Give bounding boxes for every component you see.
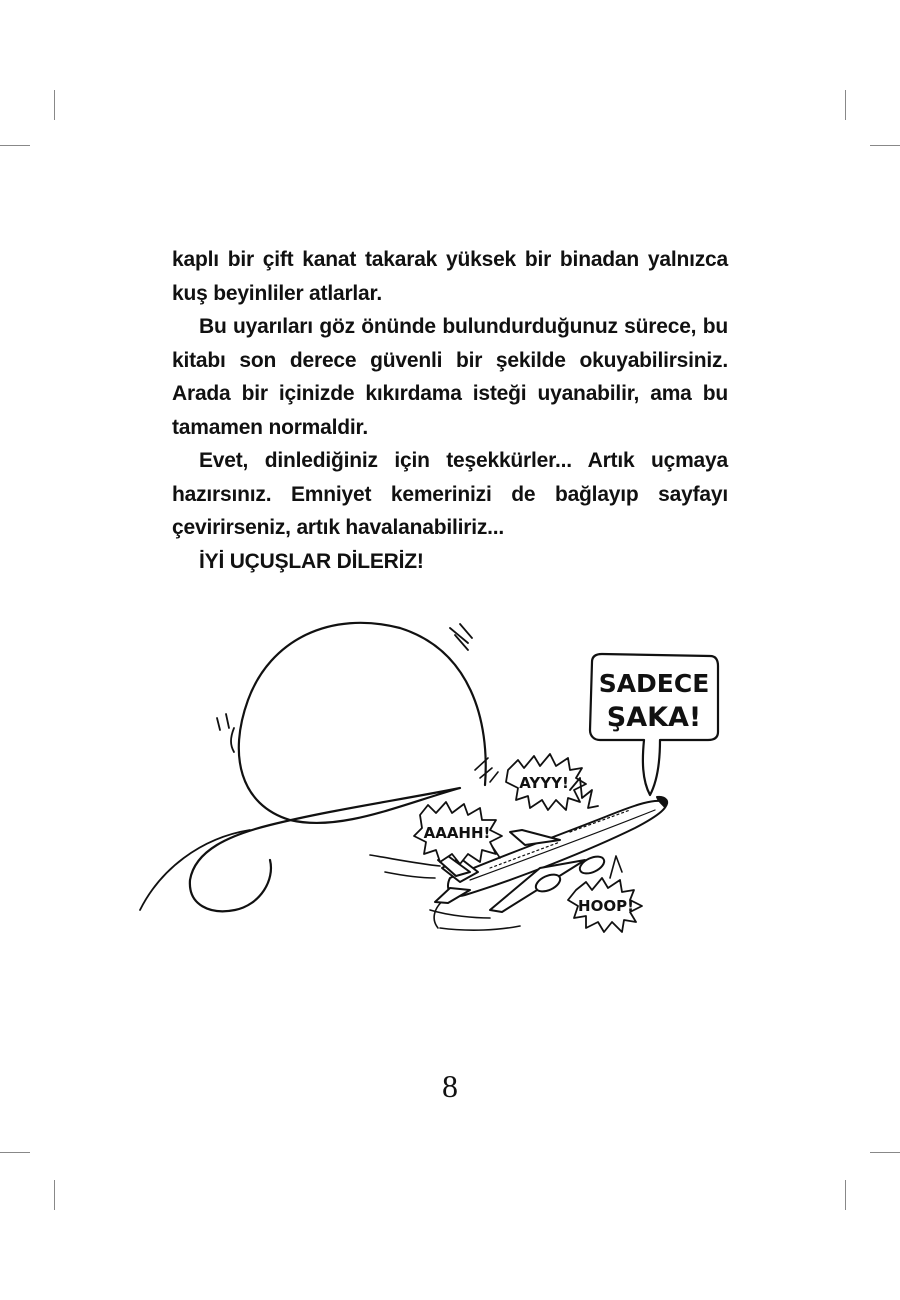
exclamation-aaahh: AAAHH!	[423, 824, 491, 842]
speech-bubble-line2: ŞAKA!	[606, 702, 702, 733]
crop-mark-top-right-horizontal	[870, 145, 900, 146]
speech-bubble-line1: SADECE	[598, 669, 710, 698]
crop-mark-top-left-horizontal	[0, 145, 30, 146]
crop-mark-top-right-vertical	[845, 90, 846, 120]
speed-line	[385, 872, 435, 878]
page-number: 8	[442, 1068, 458, 1104]
exclamation-ayyy: AYYY!	[519, 774, 569, 792]
crop-mark-bottom-right-horizontal	[870, 1152, 900, 1153]
paragraph-continuation: kaplı bir çift kanat takarak yüksek bir binadan yalnızca kuş beyinliler atlarlar.	[172, 248, 728, 305]
speed-line	[440, 926, 520, 930]
closing-line: İYİ UÇUŞLAR DİLERİZ!	[199, 549, 424, 573]
speed-line	[370, 855, 440, 866]
crop-mark-bottom-right-vertical	[845, 1180, 846, 1210]
exclamation-hoop: HOOP!	[578, 897, 634, 915]
crop-mark-top-left-vertical	[54, 90, 55, 120]
airplane-loop-illustration	[130, 610, 750, 950]
crop-mark-bottom-left-horizontal	[0, 1152, 30, 1153]
speed-line	[430, 910, 490, 918]
paragraph-ready-to-fly: Evet, dinlediğiniz için teşekkürler... Artık uçmaya hazırsınız. Emniyet kemerinizi de bağlayıp sayfayı çevirirseniz, artık havalanabiliriz...	[172, 449, 728, 539]
paragraph-warnings: Bu uyarıları göz önünde bulundurduğunuz sürece, bu kitabı son derece güvenli bir şekilde okuyabilirsiniz. Arada bir içinizde kıkırdama isteği uyanabilir, ama bu tamamen normaldir.	[172, 315, 728, 439]
crop-mark-bottom-left-vertical	[54, 1180, 55, 1210]
body-text	[172, 243, 728, 578]
